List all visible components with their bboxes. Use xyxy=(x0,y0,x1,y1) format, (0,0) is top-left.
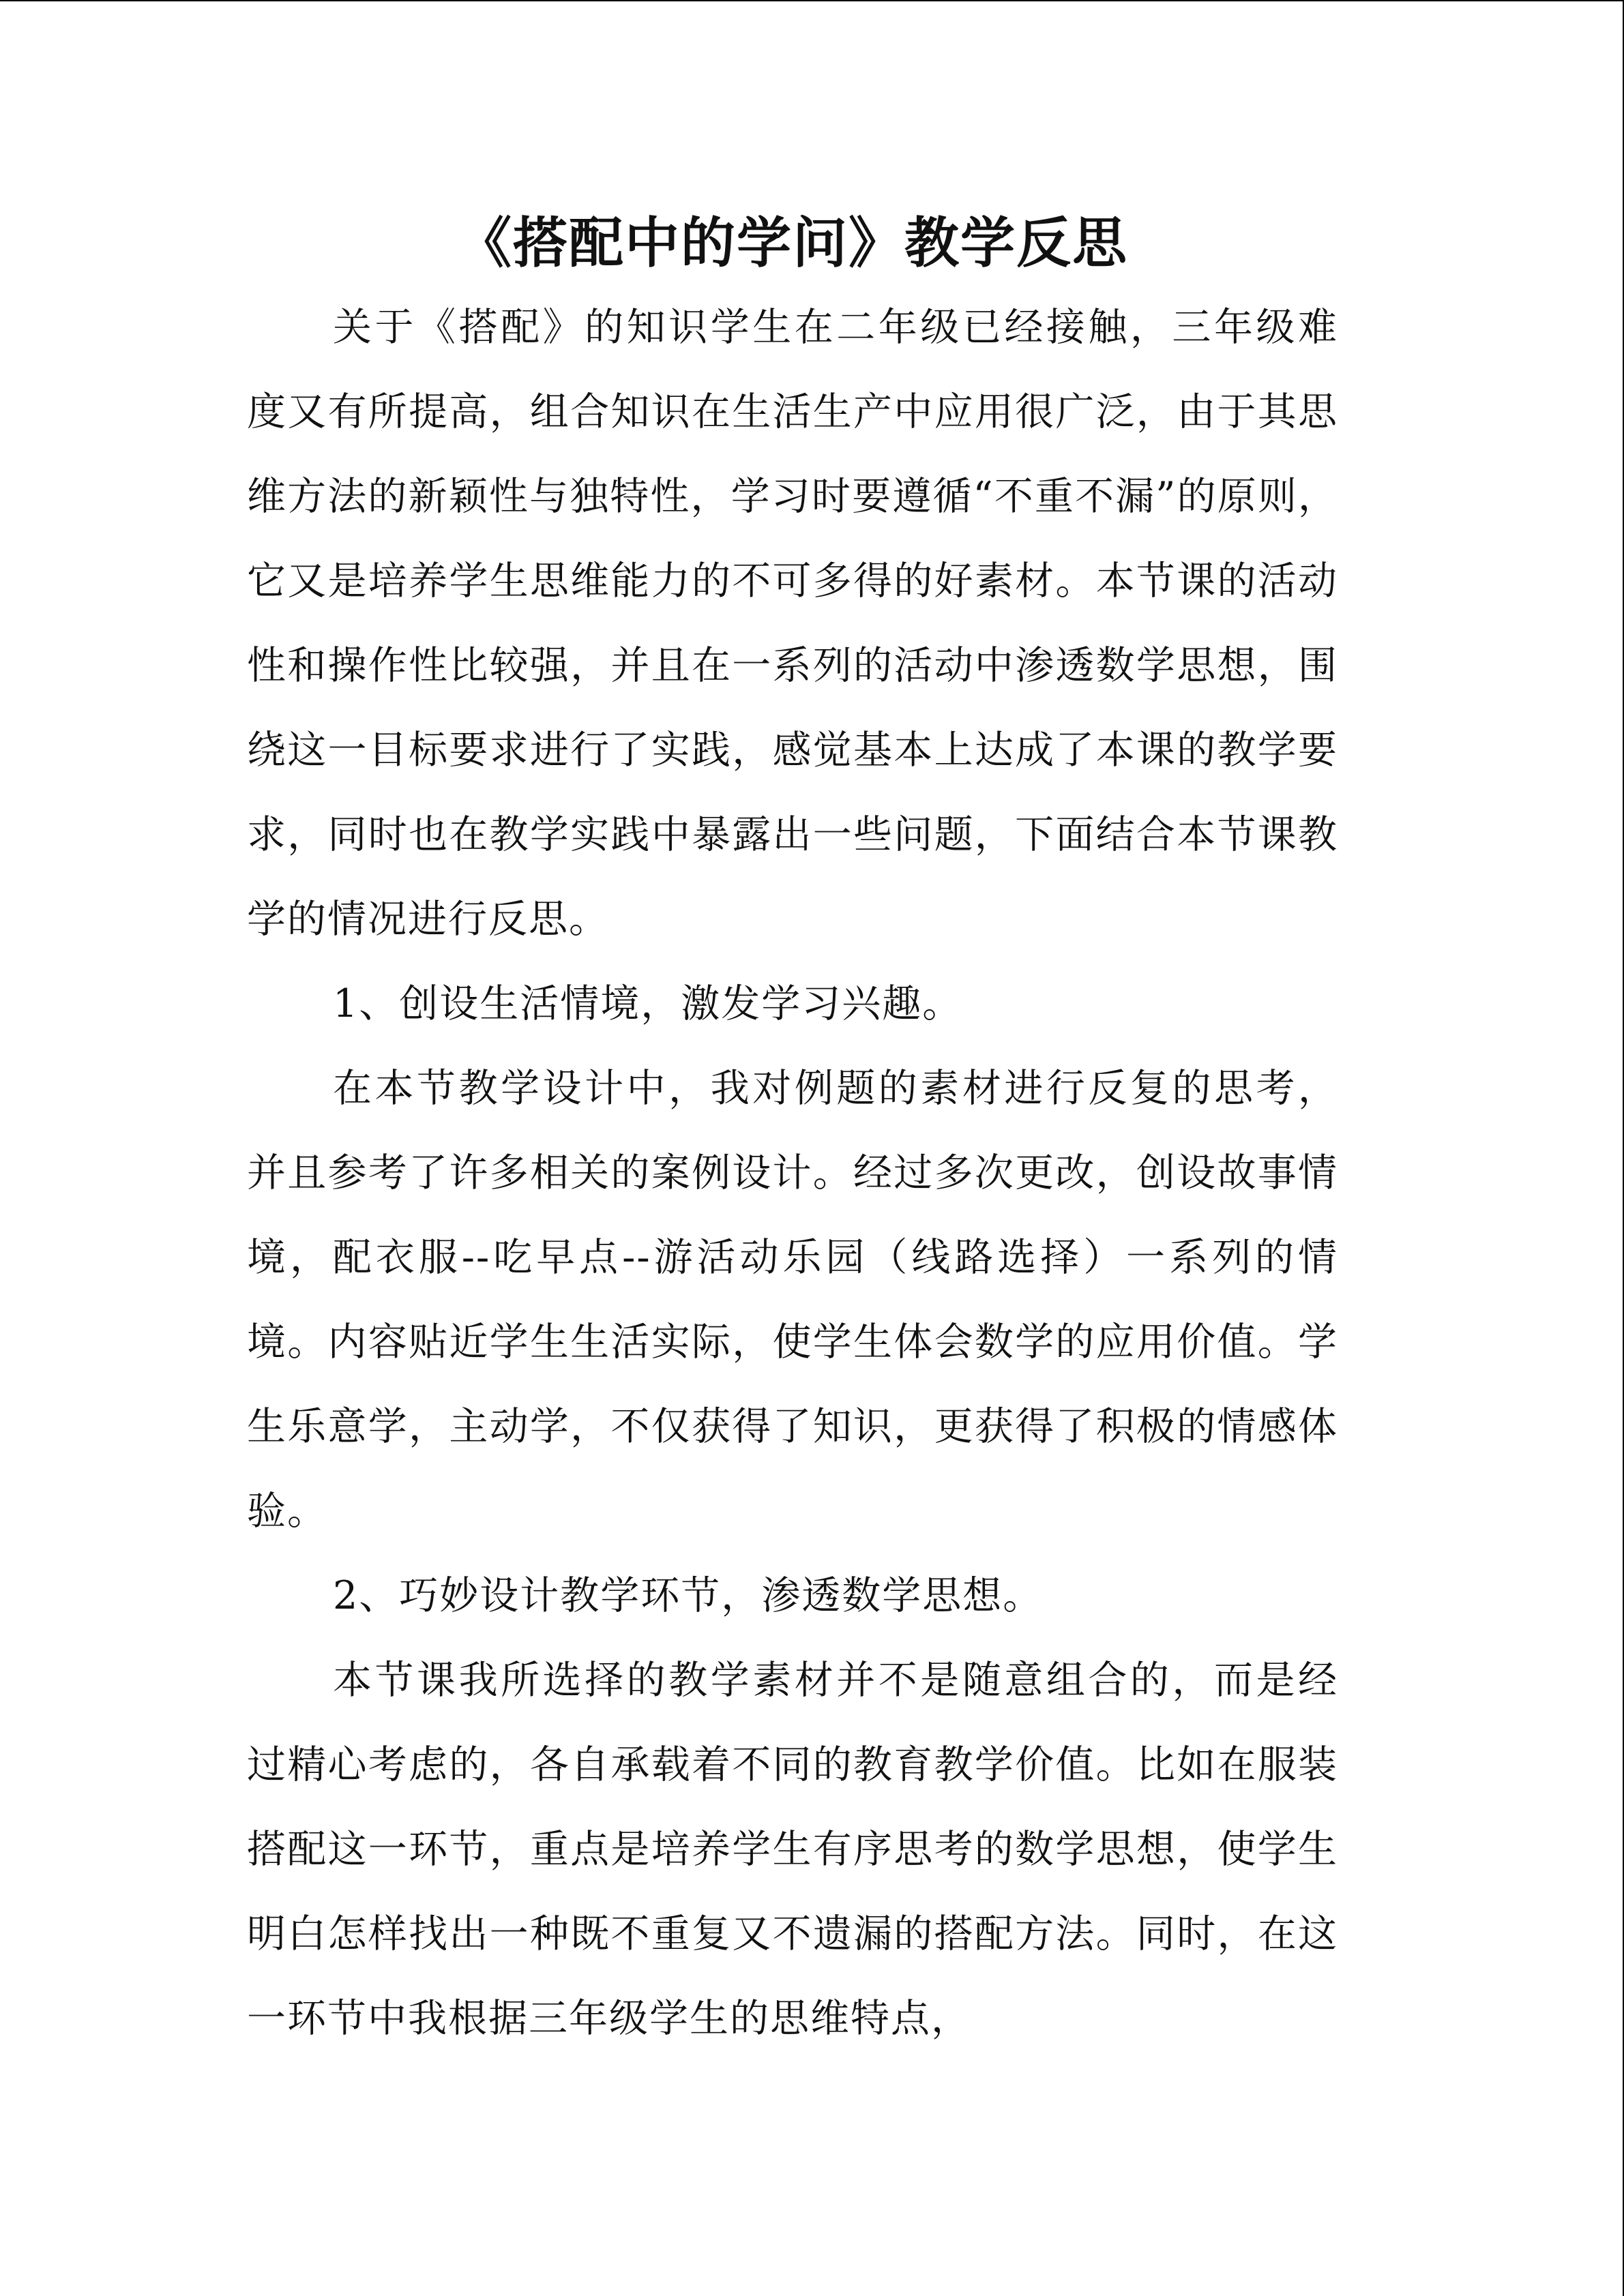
paragraph-section-1: 在本节教学设计中，我对例题的素材进行反复的思考，并且参考了许多相关的案例设计。经过多次更改，创设故事情境，配衣服--吃早点--游活动乐园（线路选择）一系列的情境。内容贴近学生生活实际，使学生体会数学的应用价值。学生乐意学，主动学，不仅获得了知识，更获得了积极的情感体验。 xyxy=(247,1066,1338,1534)
document-title: 《搭配中的学问》教学反思 xyxy=(457,211,1128,275)
paragraph-intro: 关于《搭配》的知识学生在二年级已经接触，三年级难度又有所提高，组合知识在生活生产中应用很广泛，由于其思维方法的新颖性与独特性，学习时要遵循“不重不漏”的原则，它又是培养学生思维能力的不可多得的好素材。本节课的活动性和操作性比较强，并且在一系列的活动中渗透数学思想，围绕这一目标要求进行了实践，感觉基本上达成了本课的教学要求，同时也在教学实践中暴露出一些问题，下面结合本节课教学的情况进行反思。 xyxy=(247,305,1338,942)
paragraph-heading-2: 2、巧妙设计教学环节，渗透数学思想。 xyxy=(333,1573,1044,1618)
paragraph-section-2: 本节课我所选择的教学素材并不是随意组合的，而是经过精心考虑的，各自承载着不同的教育教学价值。比如在服装搭配这一环节，重点是培养学生有序思考的数学思想，使学生明白怎样找出一种既不重复又不遗漏的搭配方法。同时，在这一环节中我根据三年级学生的思维特点， xyxy=(247,1658,1338,2041)
document-body xyxy=(247,206,1338,2061)
paragraph-heading-1: 1、创设生活情境，激发学习兴趣。 xyxy=(333,981,963,1026)
